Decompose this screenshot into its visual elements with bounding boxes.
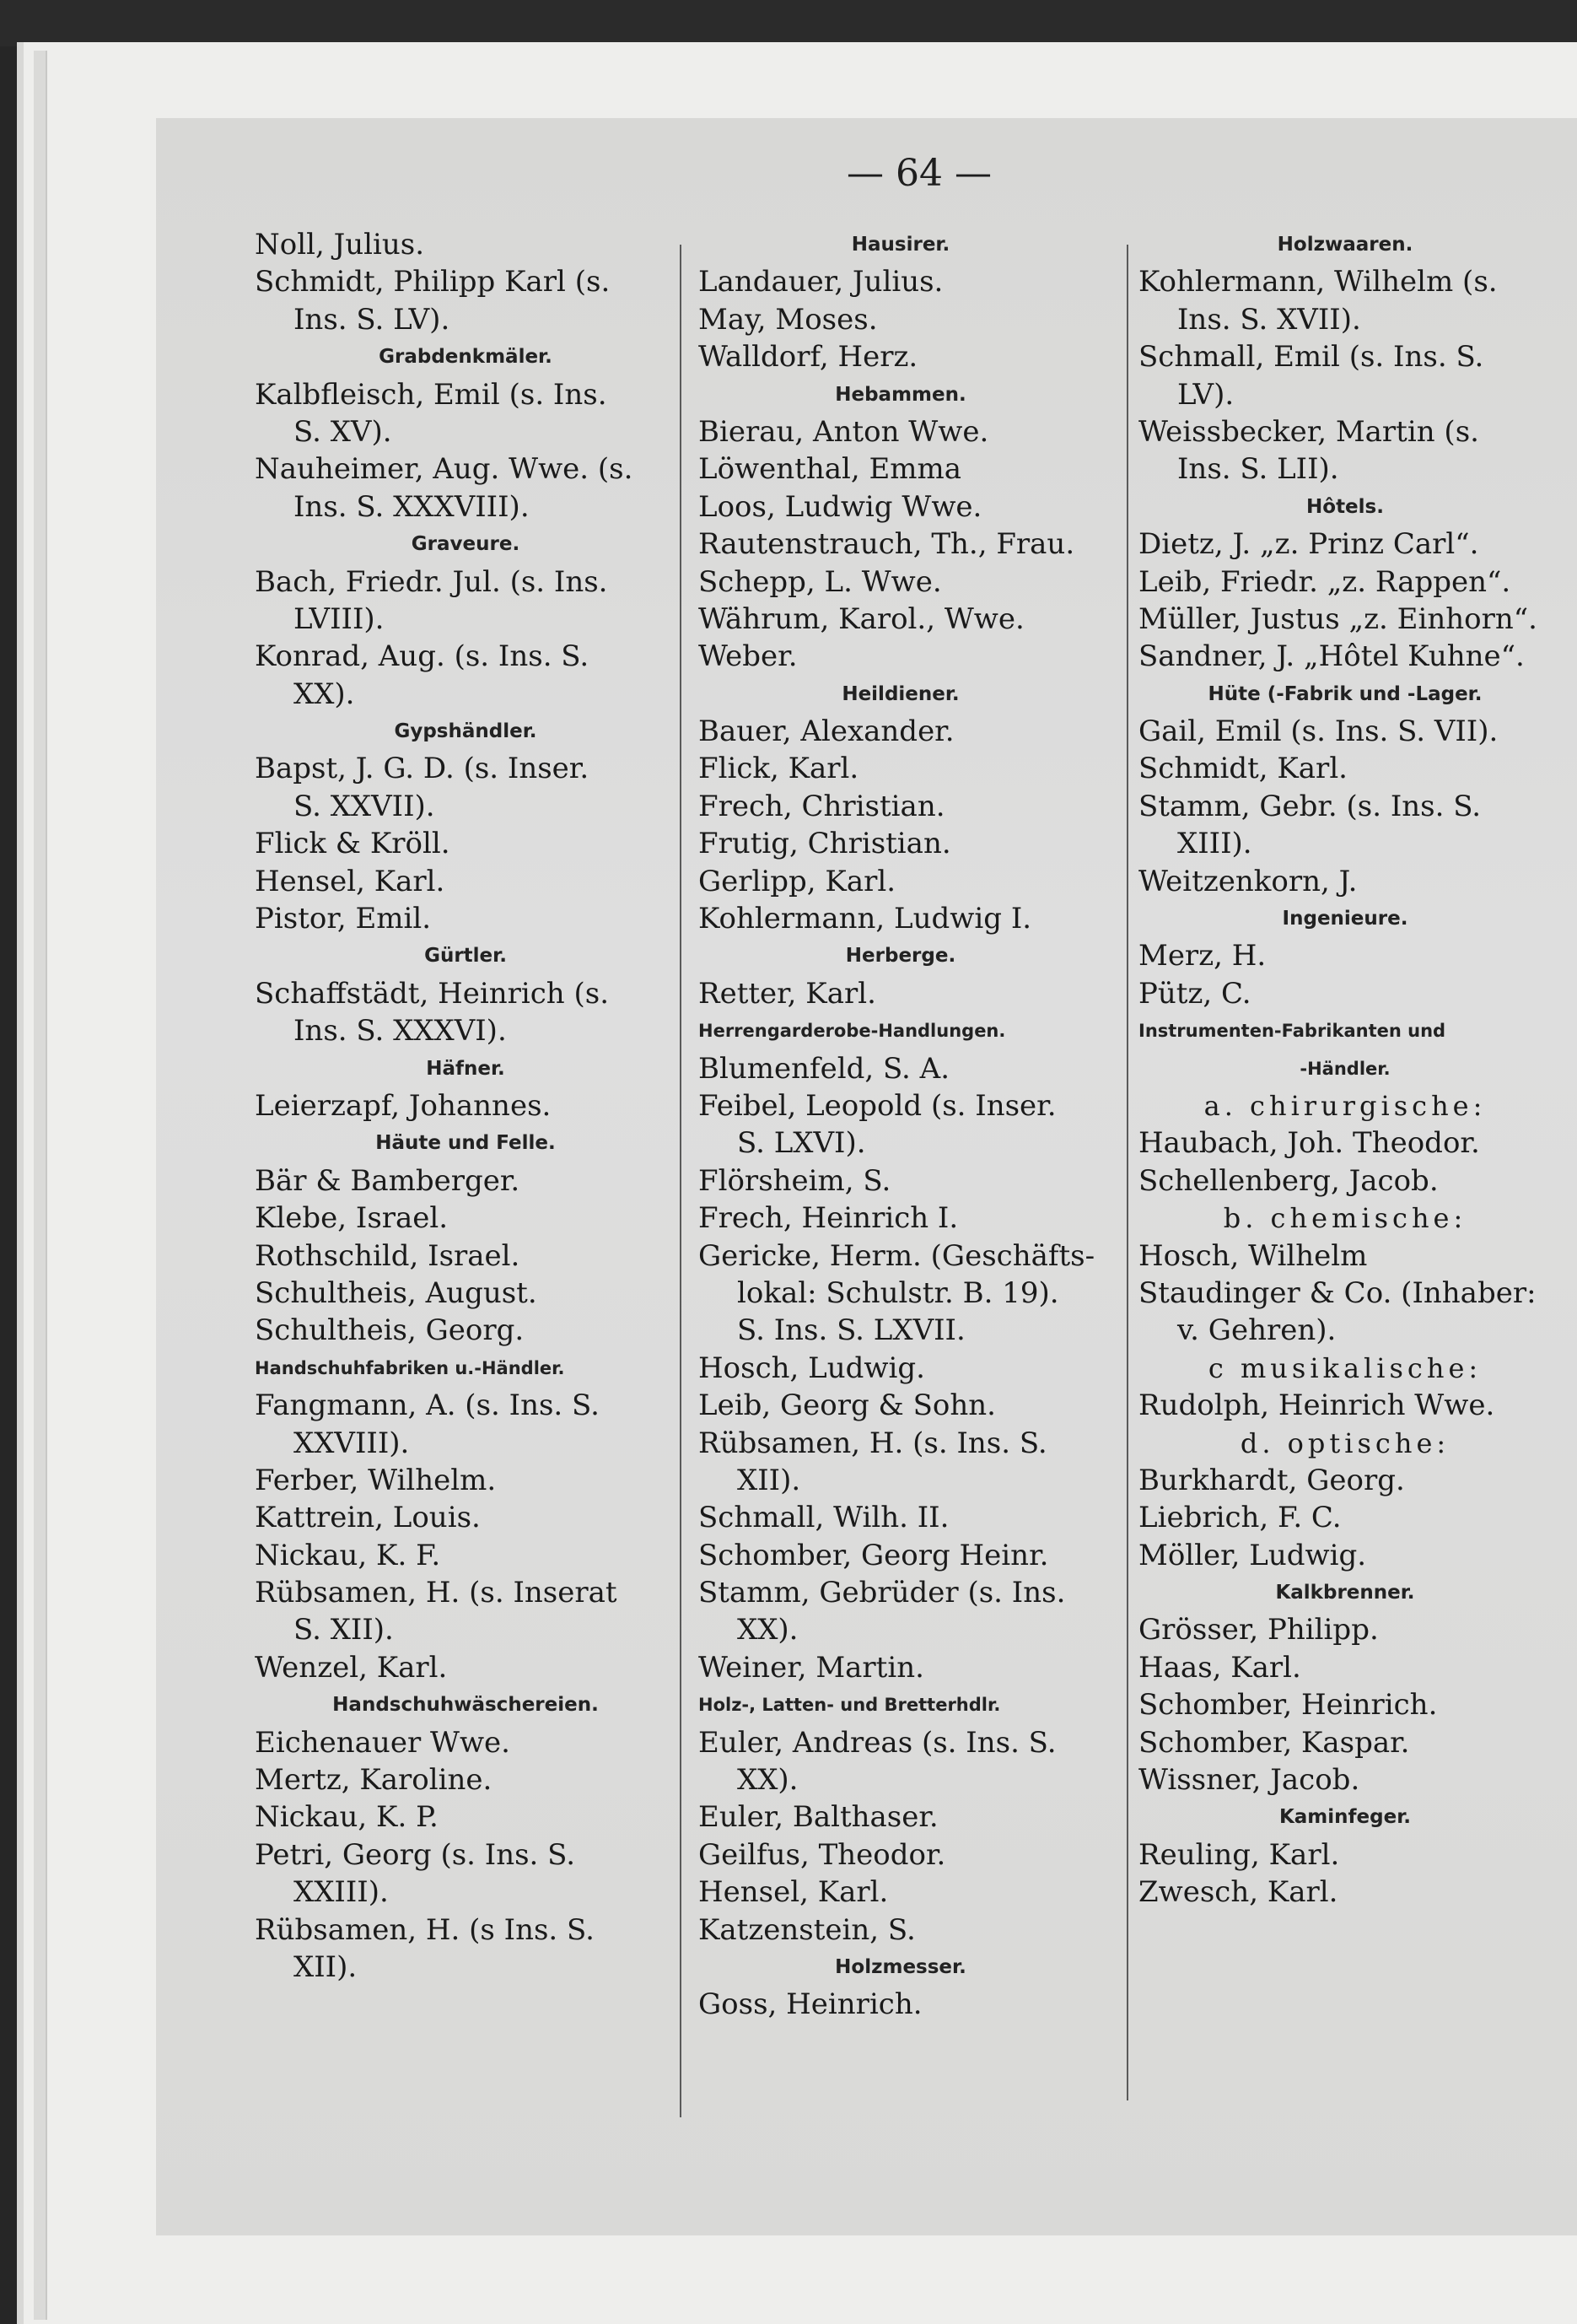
directory-entry: Schultheis, August. [255, 1275, 537, 1310]
directory-entry: Pütz, C. [1138, 976, 1251, 1011]
directory-entry: Nickau, K. P. [255, 1800, 439, 1835]
category-heading: Hebammen. [835, 383, 966, 406]
directory-entry: Möller, Ludwig. [1138, 1538, 1367, 1572]
category-heading: Gürtler. [424, 945, 507, 968]
entry-continuation: Ins. S. LII). [1177, 452, 1339, 487]
category-heading: Kaminfeger. [1278, 1806, 1412, 1829]
page-edge [34, 51, 47, 2320]
directory-entry: Schultheis, Georg. [255, 1313, 525, 1348]
directory-entry: Konrad, Aug. (s. Ins. S. [255, 639, 589, 674]
directory-entry: Leib, Friedr. „z. Rappen“. [1138, 564, 1511, 599]
directory-entry: Stamm, Gebr. (s. Ins. S. [1138, 789, 1482, 823]
directory-entry: Reuling, Karl. [1138, 1837, 1340, 1872]
category-heading: Holzwaaren. [1277, 234, 1413, 256]
directory-entry: Flick, Karl. [698, 752, 859, 786]
directory-entry: Eichenauer Wwe. [255, 1725, 510, 1760]
directory-entry: Schmidt, Philipp Karl (s. [255, 265, 611, 299]
entry-continuation: XII). [737, 1463, 801, 1497]
entry-continuation: XIII). [1177, 827, 1252, 861]
directory-entry: Hosch, Wilhelm [1138, 1238, 1368, 1273]
directory-entry: Weissbecker, Martin (s. [1138, 414, 1479, 449]
entry-continuation: S. Ins. S. LXVII. [737, 1313, 966, 1348]
directory-entry: Petri, Georg (s. Ins. S. [255, 1837, 576, 1872]
directory-entry: Währum, Karol., Wwe. [698, 601, 1025, 636]
entry-continuation: S. XXVII). [293, 789, 435, 823]
directory-entry: Bär & Bamberger. [255, 1163, 520, 1198]
entry-continuation: Ins. S. XVII). [1177, 302, 1361, 337]
directory-entry: Blumenfeld, S. A. [698, 1051, 950, 1086]
directory-entry: Fangmann, A. (s. Ins. S. [255, 1388, 600, 1423]
directory-entry: Rübsamen, H. (s. Ins. S. [698, 1426, 1047, 1460]
directory-entry: Pistor, Emil. [255, 902, 432, 936]
category-heading: Gypshändler. [394, 720, 537, 743]
directory-entry: Schomber, Georg Heinr. [698, 1538, 1049, 1572]
directory-entry: Rudolph, Heinrich Wwe. [1138, 1388, 1495, 1423]
directory-entry: Schmidt, Karl. [1138, 752, 1348, 786]
entry-continuation: v. Gehren). [1177, 1313, 1337, 1348]
subcategory-heading: c musikalische: [1208, 1351, 1483, 1384]
directory-entry: Euler, Balthaser. [698, 1800, 939, 1835]
directory-entry: Frech, Christian. [698, 789, 945, 823]
directory-entry: Kattrein, Louis. [255, 1501, 481, 1535]
entry-continuation: XX). [737, 1613, 799, 1647]
category-heading: Holz-, Latten- und Bretterhdlr. [698, 1695, 1001, 1716]
directory-entry: Leierzapf, Johannes. [255, 1088, 552, 1123]
directory-entry: Flörsheim, S. [698, 1163, 891, 1198]
directory-entry: Loos, Ludwig Wwe. [698, 489, 982, 524]
directory-entry: Retter, Karl. [698, 976, 876, 1011]
subcategory-heading: a. chirurgische: [1203, 1089, 1487, 1122]
directory-entry: Rautenstrauch, Th., Frau. [698, 527, 1075, 562]
directory-entry: Bierau, Anton Wwe. [698, 414, 989, 449]
directory-entry: Klebe, Israel. [255, 1201, 449, 1236]
directory-entry: Kohlermann, Wilhelm (s. [1138, 265, 1498, 299]
directory-entry: Noll, Julius. [255, 228, 425, 262]
directory-entry: Weber. [698, 639, 798, 674]
directory-entry: Sandner, J. „Hôtel Kuhne“. [1138, 639, 1525, 674]
scanner-background-top [0, 0, 1577, 46]
category-heading: Graveure. [411, 533, 520, 556]
category-heading: Häute und Felle. [375, 1132, 556, 1155]
directory-entry: Schaffstädt, Heinrich (s. [255, 976, 610, 1011]
directory-entry: Hosch, Ludwig. [698, 1351, 925, 1385]
directory-entry: Haubach, Joh. Theodor. [1138, 1126, 1480, 1161]
directory-entry: Burkhardt, Georg. [1138, 1463, 1405, 1497]
entry-continuation: Ins. S. XXXVI). [293, 1014, 507, 1049]
directory-entry: Staudinger & Co. (Inhaber: [1138, 1275, 1537, 1310]
category-heading: Herberge. [845, 945, 956, 968]
directory-entry: Grösser, Philipp. [1138, 1613, 1379, 1647]
directory-entry: Bach, Friedr. Jul. (s. Ins. [255, 564, 608, 599]
directory-entry: Stamm, Gebrüder (s. Ins. [698, 1576, 1066, 1610]
directory-entry: Gerlipp, Karl. [698, 864, 896, 898]
category-heading: Heildiener. [842, 682, 960, 705]
directory-entry: Rübsamen, H. (s Ins. S. [255, 1912, 595, 1947]
column-divider [680, 245, 681, 2117]
directory-entry: Schepp, L. Wwe. [698, 564, 942, 599]
directory-entry: Flick & Kröll. [255, 827, 450, 861]
entry-continuation: XX). [293, 677, 355, 711]
directory-entry: Löwenthal, Emma [698, 452, 962, 487]
directory-entry: Kohlermann, Ludwig I. [698, 902, 1032, 936]
directory-entry: Hensel, Karl. [698, 1875, 889, 1910]
directory-entry: Gail, Emil (s. Ins. S. VII). [1138, 714, 1499, 749]
directory-entry: Hensel, Karl. [255, 864, 445, 898]
entry-continuation: S. LXVI). [737, 1126, 866, 1161]
directory-entry: Landauer, Julius. [698, 265, 944, 299]
category-heading: Hausirer. [851, 234, 950, 256]
entry-continuation: XXVIII). [293, 1426, 410, 1460]
directory-entry: Wissner, Jacob. [1138, 1763, 1360, 1798]
directory-entry: Liebrich, F. C. [1138, 1501, 1342, 1535]
directory-entry: Schellenberg, Jacob. [1138, 1163, 1439, 1198]
entry-continuation: XII). [293, 1949, 358, 1984]
directory-entry: Geilfus, Theodor. [698, 1837, 946, 1872]
directory-entry: Nickau, K. F. [255, 1538, 441, 1572]
category-heading: -Händler. [1300, 1058, 1391, 1079]
directory-entry: Schmall, Emil (s. Ins. S. [1138, 340, 1484, 375]
directory-entry: May, Moses. [698, 302, 878, 337]
entry-continuation: Ins. S. XXXVIII). [293, 489, 530, 524]
category-heading: Hüte (-Fabrik und -Lager. [1208, 682, 1483, 705]
directory-entry: Ferber, Wilhelm. [255, 1463, 497, 1497]
directory-column-2 [698, 226, 1103, 2024]
entry-continuation: S. XII). [293, 1613, 394, 1647]
directory-entry: Rothschild, Israel. [255, 1238, 520, 1273]
directory-entry: Leib, Georg & Sohn. [698, 1388, 996, 1423]
directory-entry: Gericke, Herm. (Geschäfts- [698, 1238, 1095, 1273]
category-heading: Häfner. [426, 1057, 505, 1080]
directory-entry: Weiner, Martin. [698, 1650, 924, 1685]
directory-entry: Zwesch, Karl. [1138, 1875, 1338, 1910]
directory-column-3 [1138, 226, 1552, 1912]
directory-entry: Merz, H. [1138, 939, 1267, 973]
subcategory-heading: d. optische: [1240, 1426, 1451, 1459]
directory-entry: Mertz, Karoline. [255, 1763, 492, 1798]
directory-entry: Rübsamen, H. (s. Inserat [255, 1576, 617, 1610]
category-heading: Handschuhwäschereien. [332, 1694, 599, 1717]
directory-entry: Bauer, Alexander. [698, 714, 955, 749]
directory-entry: Wenzel, Karl. [255, 1650, 448, 1685]
category-heading: Handschuhfabriken u.-Händler. [255, 1357, 565, 1378]
directory-entry: Walldorf, Herz. [698, 340, 918, 375]
directory-entry: Müller, Justus „z. Einhorn“. [1138, 601, 1537, 636]
entry-continuation: XXIII). [293, 1875, 389, 1910]
column-divider [1127, 245, 1128, 2100]
entry-continuation: S. XV). [293, 414, 392, 449]
directory-entry: Haas, Karl. [1138, 1650, 1301, 1685]
category-heading: Kalkbrenner. [1275, 1582, 1415, 1604]
page-number: — 64 — [847, 152, 992, 195]
directory-entry: Euler, Andreas (s. Ins. S. [698, 1725, 1057, 1760]
entry-continuation: XX). [737, 1763, 799, 1798]
category-heading: Grabdenkmäler. [379, 346, 552, 369]
entry-continuation: lokal: Schulstr. B. 19). [737, 1275, 1059, 1310]
directory-entry: Goss, Heinrich. [698, 1987, 923, 2022]
directory-entry: Nauheimer, Aug. Wwe. (s. [255, 452, 633, 487]
entry-continuation: Ins. S. LV). [293, 302, 450, 337]
directory-entry: Schomber, Heinrich. [1138, 1688, 1438, 1723]
directory-entry: Schmall, Wilh. II. [698, 1501, 950, 1535]
directory-entry: Dietz, J. „z. Prinz Carl“. [1138, 527, 1479, 562]
directory-entry: Bapst, J. G. D. (s. Inser. [255, 752, 589, 786]
category-heading: Herrengarderobe-Handlungen. [698, 1021, 1006, 1042]
directory-entry: Weitzenkorn, J. [1138, 864, 1358, 898]
directory-entry: Frutig, Christian. [698, 827, 951, 861]
category-heading: Hôtels. [1306, 495, 1384, 518]
subcategory-heading: b. chemische: [1223, 1202, 1467, 1235]
directory-entry: Katzenstein, S. [698, 1912, 916, 1947]
directory-entry: Schomber, Kaspar. [1138, 1725, 1410, 1760]
category-heading: Ingenieure. [1282, 908, 1408, 930]
category-heading: Instrumenten-Fabrikanten und [1138, 1021, 1446, 1042]
directory-entry: Kalbfleisch, Emil (s. Ins. [255, 377, 607, 412]
entry-continuation: LV). [1177, 377, 1235, 412]
directory-entry: Feibel, Leopold (s. Inser. [698, 1088, 1057, 1123]
category-heading: Holzmesser. [835, 1955, 966, 1978]
entry-continuation: LVIII). [293, 601, 385, 636]
directory-column-1 [255, 226, 676, 1986]
directory-entry: Frech, Heinrich I. [698, 1201, 959, 1236]
